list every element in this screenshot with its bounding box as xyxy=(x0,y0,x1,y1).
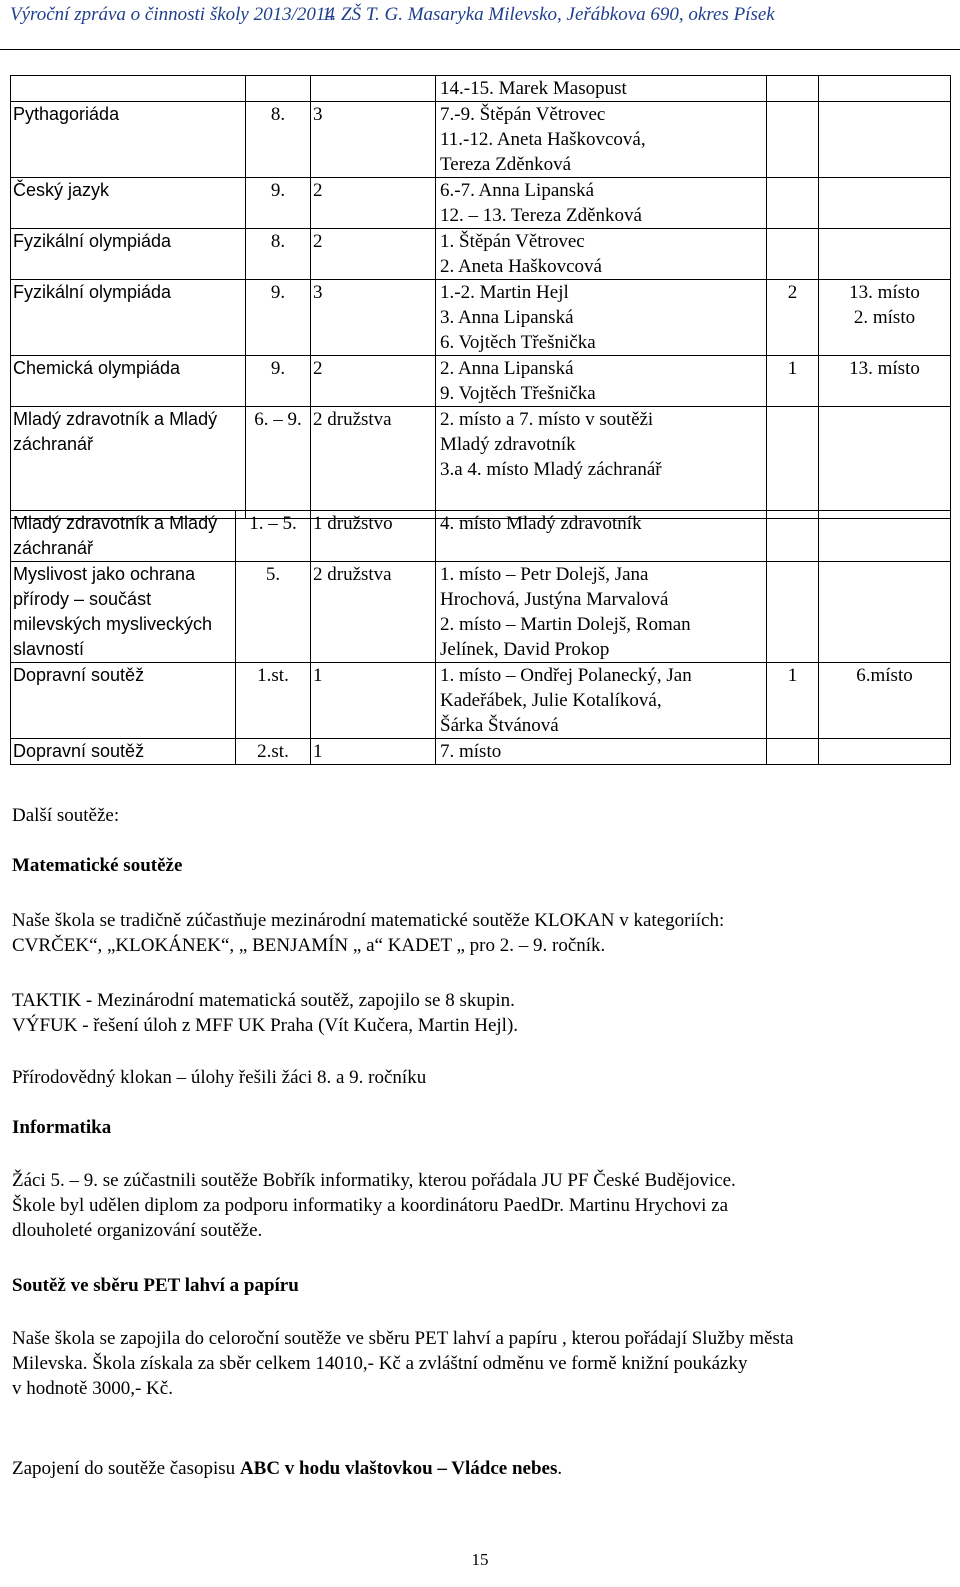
competition-cell: Chemická olympiáda xyxy=(11,356,246,407)
placement-cell-line: 2. místo xyxy=(853,307,916,328)
participants-cell: 2 xyxy=(311,178,436,229)
table-row xyxy=(11,280,951,356)
participants-cell xyxy=(311,76,436,102)
math-heading: Matematické soutěže xyxy=(12,855,183,876)
informatics-heading: Informatika xyxy=(12,1117,112,1138)
count-cell-line: 2 xyxy=(787,282,798,303)
math-paragraph-line-1: Naše škola se tradičně zúčastňuje mezinárodní matematické soutěže KLOKAN v kategoriích: xyxy=(12,910,725,931)
placement-cell-line: 13. místo xyxy=(849,358,920,379)
grade-cell xyxy=(246,76,311,102)
competition-cell: Pythagoriáda xyxy=(11,102,246,178)
count-cell: 1 xyxy=(767,663,819,739)
participants-cell: 2 xyxy=(311,356,436,407)
grade-cell: 5. xyxy=(236,562,311,663)
results-cell-line: Hrochová, Justýna Marvalová xyxy=(440,589,669,610)
other-competitions-label: Další soutěže: xyxy=(12,805,120,826)
placement-cell xyxy=(819,562,951,663)
results-cell xyxy=(436,407,767,519)
results-cell xyxy=(436,229,767,280)
placement-cell xyxy=(819,280,951,356)
results-cell-line: 2. Aneta Haškovcová xyxy=(440,256,602,277)
results-cell-line: 4. místo Mladý zdravotník xyxy=(440,513,642,534)
results-cell xyxy=(436,178,767,229)
vyfuk-text: VÝFUK - řešení úloh z MFF UK Praha (Vít Kučera, Martin Hejl). xyxy=(12,1015,519,1036)
grade-cell: 9. xyxy=(246,280,311,356)
table-row xyxy=(11,407,951,519)
grade-cell: 1. – 5. xyxy=(236,511,311,562)
table-row xyxy=(11,511,951,562)
competition-cell: Mladý zdravotník a Mladý záchranář xyxy=(11,407,246,519)
competition-results-table-2 xyxy=(10,510,951,765)
results-cell-line: 1. místo – Ondřej Polanecký, Jan xyxy=(440,665,692,686)
informatics-line-3: dlouholeté organizování soutěže. xyxy=(12,1220,263,1241)
informatics-line-2: Škole byl udělen diplom za podporu informatiky a koordinátoru PaedDr. Martinu Hrychovi za xyxy=(12,1195,729,1216)
header-report-title: Výroční zpráva o činnosti školy 2013/2014 xyxy=(10,4,335,25)
results-cell-line: Šárka Štvánová xyxy=(440,715,559,736)
abc-paragraph xyxy=(12,1456,950,1481)
grade-cell: 9. xyxy=(246,356,311,407)
competition-cell: Dopravní soutěž xyxy=(11,739,236,765)
participants-cell: 2 družstva xyxy=(311,562,436,663)
placement-cell xyxy=(819,407,951,519)
competition-cell: Dopravní soutěž xyxy=(11,663,236,739)
results-cell-line: 1. Štěpán Větrovec xyxy=(440,231,585,252)
grade-cell: 9. xyxy=(246,178,311,229)
count-cell-line: 1 xyxy=(787,358,798,379)
results-cell-line: Mladý zdravotník xyxy=(440,434,576,455)
pet-line-3: v hodnotě 3000,- Kč. xyxy=(12,1378,173,1399)
abc-period: . xyxy=(557,1458,563,1479)
participants-cell: 1 xyxy=(311,739,436,765)
participants-cell: 3 xyxy=(311,102,436,178)
placement-cell xyxy=(819,356,951,407)
placement-cell: 6.místo xyxy=(819,663,951,739)
results-cell-line: 11.-12. Aneta Haškovcová, xyxy=(440,129,646,150)
count-cell xyxy=(767,562,819,663)
results-cell-line: Jelínek, David Prokop xyxy=(440,639,610,660)
grade-cell: 2.st. xyxy=(236,739,311,765)
page-number: 15 xyxy=(471,1550,489,1569)
results-cell xyxy=(436,102,767,178)
placement-cell xyxy=(819,102,951,178)
results-cell-line: 3.a 4. místo Mladý záchranář xyxy=(440,459,662,480)
results-cell-line: 1.-2. Martin Hejl xyxy=(440,282,569,303)
table-row xyxy=(11,229,951,280)
results-cell-line: 2. Anna Lipanská xyxy=(440,358,574,379)
results-cell-line: 6.-7. Anna Lipanská xyxy=(440,180,595,201)
informatics-line-1: Žáci 5. – 9. se zúčastnili soutěže Bobřík informatiky, kterou pořádala JU PF České Budějovice. xyxy=(12,1170,736,1191)
results-cell-line: Tereza Zděnková xyxy=(440,154,572,175)
count-cell xyxy=(767,356,819,407)
placement-cell-line: 13. místo xyxy=(849,282,920,303)
results-cell xyxy=(436,511,767,562)
grade-cell: 6. – 9. xyxy=(246,407,311,519)
results-cell-line: 7.-9. Štěpán Větrovec xyxy=(440,104,606,125)
table-row xyxy=(11,356,951,407)
abc-text: Zapojení do soutěže časopisu xyxy=(12,1458,240,1479)
count-cell xyxy=(767,407,819,519)
results-cell-line: 7. místo xyxy=(440,741,502,762)
table-row xyxy=(11,663,951,739)
count-cell xyxy=(767,739,819,765)
abc-bold-text: ABC v hodu vlaštovkou – Vládce nebes xyxy=(239,1458,558,1479)
competition-cell: Mladý zdravotník a Mladý záchranář xyxy=(11,511,236,562)
placement-cell xyxy=(819,739,951,765)
table-row xyxy=(11,178,951,229)
header-school-name: 1. ZŠ T. G. Masaryka Milevsko, Jeřábkova 690, okres Písek xyxy=(322,4,775,25)
results-cell xyxy=(436,356,767,407)
placement-cell xyxy=(819,76,951,102)
taktik-text: TAKTIK - Mezinárodní matematická soutěž, zapojilo se 8 skupin. xyxy=(12,990,515,1011)
pet-line-1: Naše škola se zapojila do celoroční soutěže ve sběru PET lahví a papíru , kterou pořádají Služby města xyxy=(12,1328,794,1349)
competition-cell: Fyzikální olympiáda xyxy=(11,229,246,280)
participants-cell: 2 xyxy=(311,229,436,280)
count-cell xyxy=(767,229,819,280)
nature-klokan-text: Přírodovědný klokan – úlohy řešili žáci 8. a 9. ročníku xyxy=(12,1067,427,1088)
pet-line-2: Milevska. Škola získala za sběr celkem 14010,- Kč a zvláštní odměnu ve formě knižní poukázky xyxy=(12,1353,748,1374)
results-cell xyxy=(436,663,767,739)
results-cell-line: 2. místo a 7. místo v soutěži xyxy=(440,409,654,430)
pet-heading: Soutěž ve sběru PET lahví a papíru xyxy=(12,1275,299,1296)
count-cell xyxy=(767,102,819,178)
results-cell xyxy=(436,562,767,663)
table-row xyxy=(11,102,951,178)
competition-cell: Český jazyk xyxy=(11,178,246,229)
results-cell-line: 1. místo – Petr Dolejš, Jana xyxy=(440,564,649,585)
grade-cell: 1.st. xyxy=(236,663,311,739)
page-header xyxy=(0,0,960,50)
participants-cell: 3 xyxy=(311,280,436,356)
participants-cell: 1 xyxy=(311,663,436,739)
results-cell xyxy=(436,76,767,102)
competition-cell: Fyzikální olympiáda xyxy=(11,280,246,356)
grade-cell: 8. xyxy=(246,102,311,178)
table-row xyxy=(11,562,951,663)
participants-cell: 1 družstvo xyxy=(311,511,436,562)
results-cell-line: 14.-15. Marek Masopust xyxy=(440,78,627,99)
results-cell xyxy=(436,280,767,356)
count-cell xyxy=(767,178,819,229)
results-cell-line: 9. Vojtěch Třešnička xyxy=(440,383,596,404)
results-cell-line: 12. – 13. Tereza Zděnková xyxy=(440,205,642,226)
competition-cell xyxy=(11,76,246,102)
participants-cell: 2 družstva xyxy=(311,407,436,519)
table-row xyxy=(11,739,951,765)
placement-cell xyxy=(819,229,951,280)
table-row xyxy=(11,76,951,102)
count-cell xyxy=(767,511,819,562)
placement-cell xyxy=(819,178,951,229)
results-cell-line: 2. místo – Martin Dolejš, Roman xyxy=(440,614,691,635)
placement-cell xyxy=(819,511,951,562)
competition-cell: Myslivost jako ochrana přírody – součást milevských mysliveckých slavností xyxy=(11,562,236,663)
count-cell xyxy=(767,76,819,102)
results-cell-line: 6. Vojtěch Třešnička xyxy=(440,332,596,353)
results-cell-line: 3. Anna Lipanská xyxy=(440,307,574,328)
grade-cell: 8. xyxy=(246,229,311,280)
competition-results-table xyxy=(10,75,951,519)
math-paragraph-line-2: CVRČEK“, „KLOKÁNEK“, „ BENJAMÍN „ a“ KADET „ pro 2. – 9. ročník. xyxy=(12,935,606,956)
results-cell-line: Kadeřábek, Julie Kotalíková, xyxy=(440,690,662,711)
results-cell xyxy=(436,739,767,765)
count-cell xyxy=(767,280,819,356)
